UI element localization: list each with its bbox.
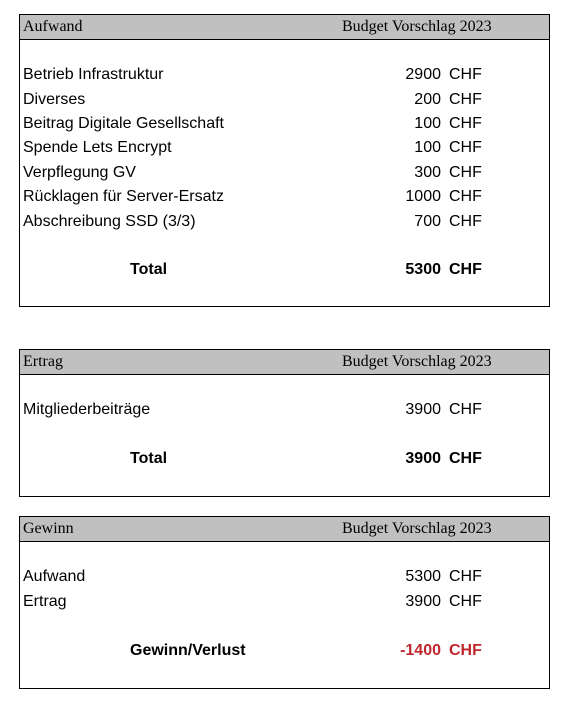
table-row (23, 115, 543, 135)
row-label: Rücklagen für Server-Ersatz (23, 188, 224, 205)
gewinn-header (20, 517, 549, 542)
ertrag-header (20, 350, 549, 375)
row-currency: CHF (449, 66, 482, 83)
row-value: 100 (414, 115, 441, 132)
gewinn-table (19, 516, 550, 689)
row-label: Diverses (23, 91, 86, 108)
ertrag-title: Ertrag (23, 353, 63, 370)
row-currency: CHF (449, 164, 482, 181)
total-label: Total (130, 450, 168, 467)
total-row (23, 261, 543, 281)
row-value: 200 (414, 91, 441, 108)
table-row (23, 593, 543, 613)
table-row (23, 91, 543, 111)
gewinn-column-header: Budget Vorschlag 2023 (342, 520, 492, 537)
table-row (23, 188, 543, 208)
table-row (23, 139, 543, 159)
table-row (23, 401, 543, 421)
row-label: Verpflegung GV (23, 164, 136, 181)
row-value: 5300 (405, 568, 441, 585)
row-value: 700 (414, 213, 441, 230)
total-currency: CHF (449, 261, 482, 278)
row-currency: CHF (449, 188, 482, 205)
row-currency: CHF (449, 91, 482, 108)
total-row (23, 450, 543, 470)
profit-loss-label: Gewinn/Verlust (130, 642, 246, 659)
table-row (23, 164, 543, 184)
profit-loss-value: -1400 (400, 642, 441, 659)
row-currency: CHF (449, 568, 482, 585)
aufwand-header (20, 15, 549, 40)
row-value: 100 (414, 139, 441, 156)
row-currency: CHF (449, 115, 482, 132)
ertrag-table (19, 349, 550, 497)
row-label: Spende Lets Encrypt (23, 139, 172, 156)
total-value: 3900 (405, 450, 441, 467)
row-label: Beitrag Digitale Gesellschaft (23, 115, 224, 132)
row-label: Ertrag (23, 593, 67, 610)
row-value: 300 (414, 164, 441, 181)
table-row (23, 568, 543, 588)
aufwand-title: Aufwand (23, 18, 83, 35)
row-currency: CHF (449, 593, 482, 610)
row-currency: CHF (449, 401, 482, 418)
row-label: Abschreibung SSD (3/3) (23, 213, 196, 230)
gewinn-title: Gewinn (23, 520, 74, 537)
total-label: Total (130, 261, 168, 278)
row-value: 2900 (405, 66, 441, 83)
ertrag-column-header: Budget Vorschlag 2023 (342, 353, 492, 370)
total-value: 5300 (405, 261, 441, 278)
row-value: 3900 (405, 593, 441, 610)
row-currency: CHF (449, 213, 482, 230)
row-value: 1000 (405, 188, 441, 205)
table-row (23, 66, 543, 86)
row-label: Betrieb Infrastruktur (23, 66, 164, 83)
row-label: Aufwand (23, 568, 86, 585)
row-currency: CHF (449, 139, 482, 156)
aufwand-table (19, 14, 550, 307)
total-currency: CHF (449, 450, 482, 467)
profit-loss-row (23, 642, 543, 662)
row-value: 3900 (405, 401, 441, 418)
profit-loss-currency: CHF (449, 642, 482, 659)
row-label: Mitgliederbeiträge (23, 401, 151, 418)
aufwand-column-header: Budget Vorschlag 2023 (342, 18, 492, 35)
table-row (23, 213, 543, 233)
